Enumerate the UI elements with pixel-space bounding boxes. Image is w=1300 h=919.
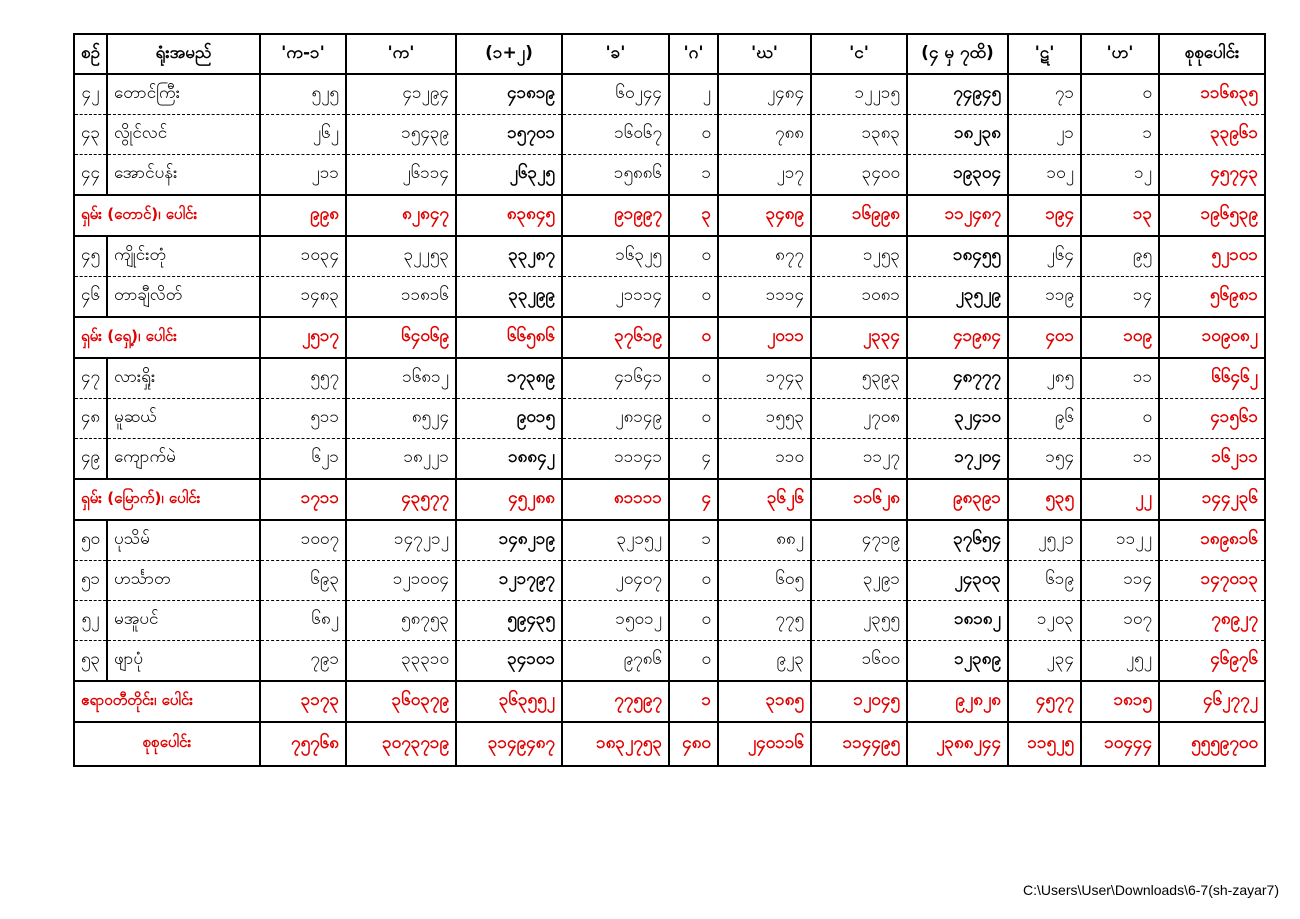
office-name-cell: တောင်ကြီး	[107, 74, 260, 115]
value-cell: ၁၁	[1081, 439, 1159, 480]
value-cell: ၁၂၀၃	[1008, 601, 1081, 641]
subtotal-value: ၄၆၂၇၇၂	[1159, 681, 1265, 722]
value-cell: ၀	[669, 601, 718, 641]
subtotal-row	[74, 479, 1265, 520]
value-cell: ၁၄၈၃	[260, 277, 346, 318]
column-header: (၄ မှ ၇ထိ)	[907, 34, 1008, 74]
serial-cell: ၅၁	[74, 561, 107, 601]
subtotal-value: ၄၅၇၇	[1008, 681, 1081, 722]
value-cell: ၁၆၃၂၅	[562, 236, 669, 277]
column-header: 'က'	[346, 34, 456, 74]
value-cell: ၃၂၂၅၃	[346, 236, 456, 277]
value-cell: ၅၂၁၀၁	[1159, 236, 1265, 277]
serial-cell: ၅၂	[74, 601, 107, 641]
value-cell: ၁၅၈၈၆	[562, 155, 669, 196]
value-cell: ၁၆၀၀	[811, 641, 907, 682]
column-header: (၁+၂)	[456, 34, 562, 74]
value-cell: ၆၆၄၆၂	[1159, 358, 1265, 399]
subtotal-row	[74, 317, 1265, 358]
value-cell: ၇၄၉၄၅	[907, 74, 1008, 115]
subtotal-value: ၁၂၀၄၅	[811, 681, 907, 722]
value-cell: ၃၂၄၁၀	[907, 399, 1008, 439]
grand-total-value: ၂၄၀၁၁၆	[718, 722, 811, 766]
value-cell: ၃၄၁၀၁	[456, 641, 562, 682]
office-name-cell: မူဆယ်	[107, 399, 260, 439]
value-cell: ၂၄၈၄	[718, 74, 811, 115]
subtotal-value: ၂၀၁၁	[718, 317, 811, 358]
value-cell: ၁၄၈၂၁၉	[456, 520, 562, 561]
column-header: 'ဟ'	[1081, 34, 1159, 74]
subtotal-row	[74, 681, 1265, 722]
value-cell: ၅၆၉၈၁	[1159, 277, 1265, 318]
value-cell: ၂၈၅	[1008, 358, 1081, 399]
value-cell: ၂၆၃၂၅	[456, 155, 562, 196]
value-cell: ၁	[1081, 115, 1159, 155]
value-cell: ၃၇၆၅၄	[907, 520, 1008, 561]
table-row	[74, 601, 1265, 641]
value-cell: ၅၂၅	[260, 74, 346, 115]
value-cell: ၁၂၂၁၅	[811, 74, 907, 115]
value-cell: ၂၀၄၀၇	[562, 561, 669, 601]
serial-cell: ၄၆	[74, 277, 107, 318]
value-cell: ၈၈၂	[718, 520, 811, 561]
subtotal-value: ၄၃၅၇၇	[346, 479, 456, 520]
value-cell: ၀	[669, 277, 718, 318]
value-cell: ၅၅၇	[260, 358, 346, 399]
value-cell: ၁၀၀၇	[260, 520, 346, 561]
subtotal-value: ၄၅၂၈၈	[456, 479, 562, 520]
grand-total-value: ၇၅၇၆၈	[260, 722, 346, 766]
value-cell: ၅၉၄၃၅	[456, 601, 562, 641]
subtotal-value: ၂၅၁၇	[260, 317, 346, 358]
value-cell: ၁၀၇	[1081, 601, 1159, 641]
subtotal-value: ၉၁၉၉၇	[562, 195, 669, 236]
value-cell: ၆၀၅	[718, 561, 811, 601]
value-cell: ၅၃၉၃	[811, 358, 907, 399]
value-cell: ၉၀၁၅	[456, 399, 562, 439]
subtotal-value: ၄	[669, 479, 718, 520]
subtotal-value: ၂၂	[1081, 479, 1159, 520]
value-cell: ၃၄၀၀	[811, 155, 907, 196]
value-cell: ၇၁	[1008, 74, 1081, 115]
subtotal-value: ၃၁၇၃	[260, 681, 346, 722]
column-header: 'က-၁'	[260, 34, 346, 74]
value-cell: ၁၈၂၂၁	[346, 439, 456, 480]
serial-cell: ၄၈	[74, 399, 107, 439]
value-cell: ၁၈၉၈၁၆	[1159, 520, 1265, 561]
value-cell: ၂၄၃၀၃	[907, 561, 1008, 601]
value-cell: ၂၁၇	[718, 155, 811, 196]
subtotal-value: ၇၇၅၉၇	[562, 681, 669, 722]
grand-total-value: ၃၀၇၃၇၁၉	[346, 722, 456, 766]
value-cell: ၂၆၄	[1008, 236, 1081, 277]
grand-total-value: ၂၃၈၈၂၄၄	[907, 722, 1008, 766]
value-cell: ၂၅၂	[1081, 641, 1159, 682]
value-cell: ၀	[1081, 399, 1159, 439]
value-cell: ၉၅	[1081, 236, 1159, 277]
value-cell: ၂၇၀၈	[811, 399, 907, 439]
subtotal-row	[74, 195, 1265, 236]
grand-total-value: ၁၁၄၄၉၅	[811, 722, 907, 766]
value-cell: ၅၈၇၅၃	[346, 601, 456, 641]
table-row	[74, 439, 1265, 480]
value-cell: ၆၈၂	[260, 601, 346, 641]
value-cell: ၃၃၃၁၀	[346, 641, 456, 682]
value-cell: ၁၄၇၀၁၃	[1159, 561, 1265, 601]
value-cell: ၀	[669, 115, 718, 155]
value-cell: ၁၈၈၄၂	[456, 439, 562, 480]
value-cell: ၃၂၉၁	[811, 561, 907, 601]
office-name-cell: လားရှိုး	[107, 358, 260, 399]
grand-total-value: ၁၁၅၂၅	[1008, 722, 1081, 766]
subtotal-value: ၈၁၁၁၁	[562, 479, 669, 520]
value-cell: ၁၁၉	[1008, 277, 1081, 318]
subtotal-value: ၁၁၂၄၈၇	[907, 195, 1008, 236]
subtotal-value: ၁၁၆၂၈	[811, 479, 907, 520]
office-name-cell: တာချီလိတ်	[107, 277, 260, 318]
value-cell: ၀	[669, 641, 718, 682]
value-cell: ၁၁၄	[1081, 561, 1159, 601]
table-row	[74, 155, 1265, 196]
table-row	[74, 358, 1265, 399]
subtotal-value: ၅၃၅	[1008, 479, 1081, 520]
value-cell: ၃၂၁၅၂	[562, 520, 669, 561]
value-cell: ၁၁၂၇	[811, 439, 907, 480]
subtotal-value: ၁၇၁၁	[260, 479, 346, 520]
value-cell: ၁၄	[1081, 277, 1159, 318]
value-cell: ၀	[1081, 74, 1159, 115]
subtotal-value: ၈၃၈၄၅	[456, 195, 562, 236]
subtotal-label: ရှမ်း (ရှေ့)၊ ပေါင်း	[74, 317, 260, 358]
value-cell: ၁၅၄	[1008, 439, 1081, 480]
serial-cell: ၄၅	[74, 236, 107, 277]
grand-total-row	[74, 722, 1265, 766]
subtotal-value: ၆၄၀၆၉	[346, 317, 456, 358]
serial-cell: ၄၃	[74, 115, 107, 155]
file-path-footer: C:\Users\User\Downloads\6-7(sh-zayar7)	[1023, 882, 1279, 898]
subtotal-value: ၈၂၈၄၇	[346, 195, 456, 236]
value-cell: ၁၇၄၃	[718, 358, 811, 399]
value-cell: ၇၈၉၂၇	[1159, 601, 1265, 641]
subtotal-value: ၃၆၀၃၇၉	[346, 681, 456, 722]
value-cell: ၁၁	[1081, 358, 1159, 399]
report-table	[73, 33, 1266, 767]
column-header: 'ဃ'	[718, 34, 811, 74]
value-cell: ၁၀၂	[1008, 155, 1081, 196]
subtotal-value: ၃၁၈၅	[718, 681, 811, 722]
subtotal-value: ၃၆၂၆	[718, 479, 811, 520]
value-cell: ၂၃၅၅	[811, 601, 907, 641]
subtotal-label: ရှမ်း (မြောက်)၊ ပေါင်း	[74, 479, 260, 520]
value-cell: ၂၆၁၁၄	[346, 155, 456, 196]
value-cell: ၂၁၁၁၄	[562, 277, 669, 318]
value-cell: ၄၅၇၄၃	[1159, 155, 1265, 196]
value-cell: ၁၅၇၀၁	[456, 115, 562, 155]
value-cell: ၁၂၃၈၉	[907, 641, 1008, 682]
subtotal-value: ၉၂၈၂၈	[907, 681, 1008, 722]
table-row	[74, 520, 1265, 561]
office-name-cell: ဖျာပုံ	[107, 641, 260, 682]
value-cell: ၇၈၈	[718, 115, 811, 155]
subtotal-value: ၃၄၈၉	[718, 195, 811, 236]
value-cell: ၄၇၁၉	[811, 520, 907, 561]
subtotal-value: ၁၈၁၅	[1081, 681, 1159, 722]
subtotal-value: ၁	[669, 681, 718, 722]
subtotal-value: ၀	[669, 317, 718, 358]
value-cell: ၁၄၇၂၁၂	[346, 520, 456, 561]
table-row	[74, 115, 1265, 155]
value-cell: ၄၁၂၉၄	[346, 74, 456, 115]
subtotal-label: ရှမ်း (တောင်)၊ ပေါင်း	[74, 195, 260, 236]
office-name-cell: ကျောက်မဲ	[107, 439, 260, 480]
column-header: စဉ်	[74, 34, 107, 74]
value-cell: ၁၇၂၀၄	[907, 439, 1008, 480]
value-cell: ၂၃၅၂၉	[907, 277, 1008, 318]
column-header: 'ဂ'	[669, 34, 718, 74]
value-cell: ၁၈၄၅၅	[907, 236, 1008, 277]
serial-cell: ၅၀	[74, 520, 107, 561]
table-row	[74, 641, 1265, 682]
value-cell: ၁၅၄၃၉	[346, 115, 456, 155]
subtotal-value: ၁၆၉၉၈	[811, 195, 907, 236]
value-cell: ၁၀၃၄	[260, 236, 346, 277]
value-cell: ၁၇၃၈၉	[456, 358, 562, 399]
subtotal-value: ၁၉၄	[1008, 195, 1081, 236]
subtotal-value: ၁၀၉	[1081, 317, 1159, 358]
subtotal-value: ၁၀၉၀၈၂	[1159, 317, 1265, 358]
serial-cell: ၄၇	[74, 358, 107, 399]
value-cell: ၂၆၂	[260, 115, 346, 155]
header-row	[74, 34, 1265, 74]
value-cell: ၂၁	[1008, 115, 1081, 155]
table-body	[74, 74, 1265, 766]
subtotal-value: ၃၆၃၅၅၂	[456, 681, 562, 722]
value-cell: ၀	[669, 236, 718, 277]
value-cell: ၀	[669, 358, 718, 399]
value-cell: ၉၇၈၆	[562, 641, 669, 682]
column-header: စုစုပေါင်း	[1159, 34, 1265, 74]
subtotal-label: ဧရာဝတီတိုင်း၊ ပေါင်း	[74, 681, 260, 722]
office-name-cell: ကျိုင်းတုံ	[107, 236, 260, 277]
value-cell: ၁၁၆၈၃၅	[1159, 74, 1265, 115]
column-header: 'င'	[811, 34, 907, 74]
value-cell: ၄၁၅၆၁	[1159, 399, 1265, 439]
value-cell: ၀	[669, 561, 718, 601]
value-cell: ၁	[669, 155, 718, 196]
value-cell: ၁၆၀၆၇	[562, 115, 669, 155]
value-cell: ၁၁၈၁၆	[346, 277, 456, 318]
subtotal-value: ၆၆၅၈၆	[456, 317, 562, 358]
column-header: 'ဋ'	[1008, 34, 1081, 74]
column-header: ရုံးအမည်	[107, 34, 260, 74]
subtotal-value: ၄၀၁	[1008, 317, 1081, 358]
value-cell: ၁၁၁၄	[718, 277, 811, 318]
subtotal-value: ၉၈၃၉၁	[907, 479, 1008, 520]
value-cell: ၁၁၀	[718, 439, 811, 480]
serial-cell: ၄၄	[74, 155, 107, 196]
table-row	[74, 399, 1265, 439]
value-cell: ၂၈၁၄၉	[562, 399, 669, 439]
subtotal-value: ၁၄၄၂၃၆	[1159, 479, 1265, 520]
value-cell: ၂၅၂၁	[1008, 520, 1081, 561]
table-row	[74, 277, 1265, 318]
value-cell: ၁၈၁၈၂	[907, 601, 1008, 641]
value-cell: ၈၅၂၄	[346, 399, 456, 439]
value-cell: ၂၃၄	[1008, 641, 1081, 682]
value-cell: ၃၃၂၉၉	[456, 277, 562, 318]
value-cell: ၉၆	[1008, 399, 1081, 439]
value-cell: ၁၂၅၃	[811, 236, 907, 277]
value-cell: ၃၃၂၈၇	[456, 236, 562, 277]
value-cell: ၁၂၁၀၀၄	[346, 561, 456, 601]
subtotal-value: ၂၃၃၄	[811, 317, 907, 358]
value-cell: ၄၁၆၄၁	[562, 358, 669, 399]
subtotal-value: ၄၁၉၈၄	[907, 317, 1008, 358]
subtotal-value: ၃၇၆၁၉	[562, 317, 669, 358]
value-cell: ၈၇၇	[718, 236, 811, 277]
value-cell: ၆၁၉	[1008, 561, 1081, 601]
serial-cell: ၄၉	[74, 439, 107, 480]
value-cell: ၅၁၁	[260, 399, 346, 439]
office-name-cell: ပုသိမ်	[107, 520, 260, 561]
value-cell: ၁၉၃၀၄	[907, 155, 1008, 196]
subtotal-value: ၉၉၈	[260, 195, 346, 236]
value-cell: ၁၃၈၃	[811, 115, 907, 155]
value-cell: ၄၆၉၇၆	[1159, 641, 1265, 682]
value-cell: ၃၃၉၆၁	[1159, 115, 1265, 155]
value-cell: ၁၅၀၁၂	[562, 601, 669, 641]
serial-cell: ၄၂	[74, 74, 107, 115]
office-name-cell: မအူပင်	[107, 601, 260, 641]
value-cell: ၀	[669, 399, 718, 439]
subtotal-value: ၁၉၆၅၃၉	[1159, 195, 1265, 236]
value-cell: ၁၁၂၂	[1081, 520, 1159, 561]
value-cell: ၁၁၁၄၁	[562, 439, 669, 480]
grand-total-label: စုစုပေါင်း	[74, 722, 260, 766]
value-cell: ၆၀၂၄၄	[562, 74, 669, 115]
value-cell: ၁၆၈၁၂	[346, 358, 456, 399]
value-cell: ၄၁၈၁၉	[456, 74, 562, 115]
office-name-cell: ဟင်္သာတ	[107, 561, 260, 601]
value-cell: ၄၈၇၇၇	[907, 358, 1008, 399]
subtotal-value: ၃	[669, 195, 718, 236]
column-header: 'ခ'	[562, 34, 669, 74]
table-row	[74, 236, 1265, 277]
value-cell: ၂၁၁	[260, 155, 346, 196]
value-cell: ၁၆၂၁၁	[1159, 439, 1265, 480]
value-cell: ၁	[669, 520, 718, 561]
value-cell: ၆၂၁	[260, 439, 346, 480]
value-cell: ၁၂	[1081, 155, 1159, 196]
office-name-cell: လွိုင်လင်	[107, 115, 260, 155]
grand-total-value: ၅၅၅၉၇၀၀	[1159, 722, 1265, 766]
value-cell: ၇၇၅	[718, 601, 811, 641]
value-cell: ၁၅၅၃	[718, 399, 811, 439]
grand-total-value: ၁၈၃၂၇၅၃	[562, 722, 669, 766]
value-cell: ၂	[669, 74, 718, 115]
serial-cell: ၅၃	[74, 641, 107, 682]
value-cell: ၁၂၁၇၉၇	[456, 561, 562, 601]
value-cell: ၁၀၈၁	[811, 277, 907, 318]
value-cell: ၆၉၃	[260, 561, 346, 601]
table-row	[74, 561, 1265, 601]
value-cell: ၁၈၂၃၈	[907, 115, 1008, 155]
grand-total-value: ၄၈၀	[669, 722, 718, 766]
grand-total-value: ၁၀၄၄၄	[1081, 722, 1159, 766]
grand-total-value: ၃၁၄၉၄၈၇	[456, 722, 562, 766]
value-cell: ၄	[669, 439, 718, 480]
table-row	[74, 74, 1265, 115]
subtotal-value: ၁၃	[1081, 195, 1159, 236]
office-name-cell: အောင်ပန်း	[107, 155, 260, 196]
value-cell: ၇၉၁	[260, 641, 346, 682]
value-cell: ၉၂၃	[718, 641, 811, 682]
